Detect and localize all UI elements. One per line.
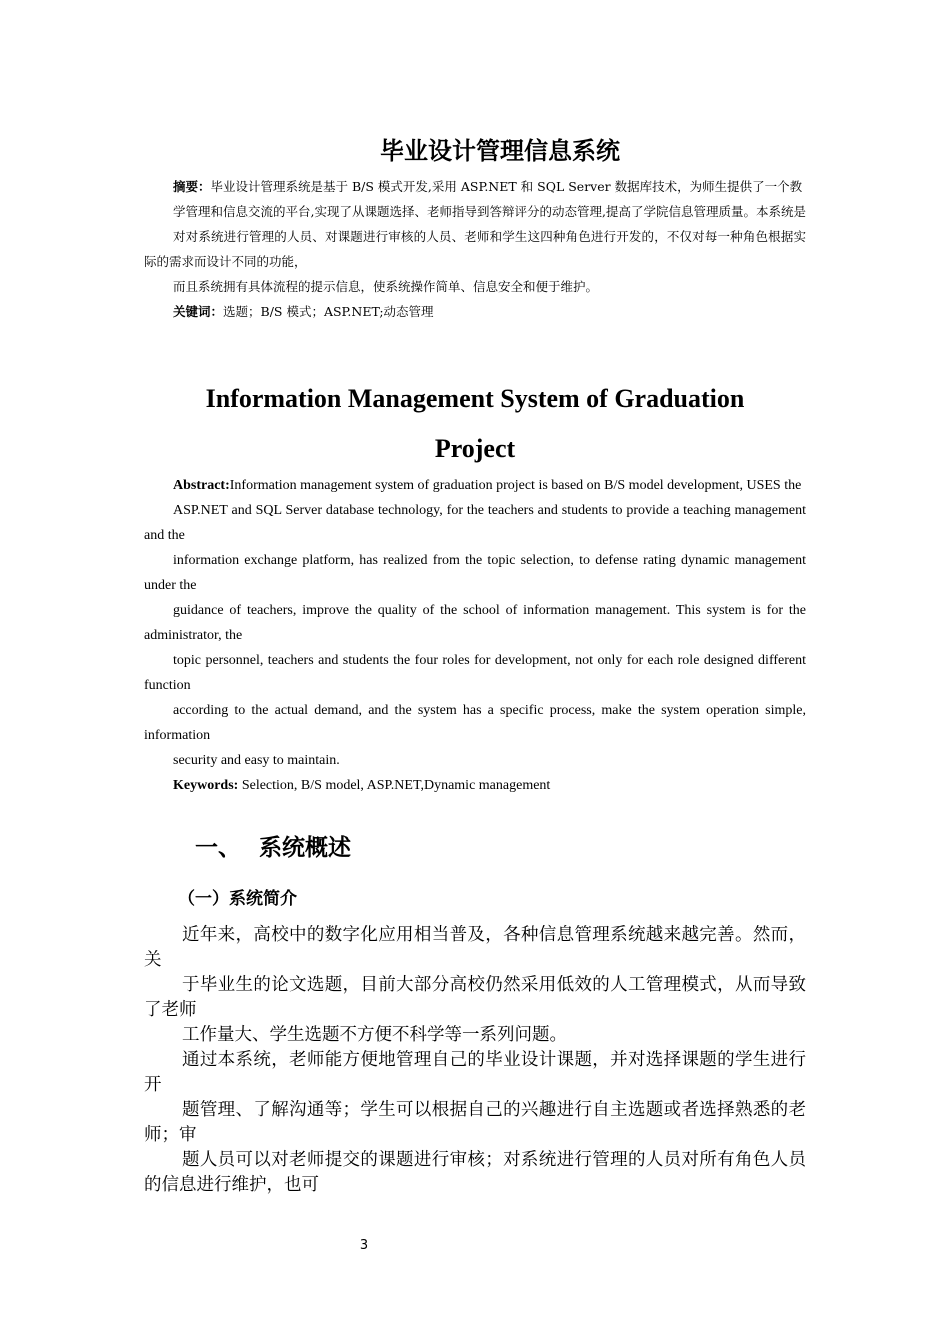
abstract-en-line: Abstract:Information management system of graduation project is based on B/S model development, USES the	[173, 478, 802, 493]
abstract-cn-label: 摘要：	[173, 179, 211, 194]
body-line: 工作量大、学生选题不方便不科学等一系列问题。	[182, 1025, 567, 1045]
section-heading	[195, 830, 351, 866]
english-title-line2: Project	[434, 434, 516, 463]
english-abstract	[144, 473, 806, 798]
abstract-en-line: topic personnel, teachers and students the four roles for development, not only for each role designed different function	[144, 653, 806, 693]
abstract-en-line: according to the actual demand, and the system has a specific process, make the system operation simple, information	[144, 703, 806, 743]
abstract-cn-line: 学管理和信息交流的平台,实现了从课题选择、老师指导到答辩评分的动态管理,提高了学院信息管理质量。本系统是	[173, 204, 806, 219]
chinese-title: 毕业设计管理信息系统	[380, 137, 620, 165]
body-line: 题人员可以对老师提交的课题进行审核；对系统进行管理的人员对所有角色人员的信息进行维护，也可	[144, 1150, 806, 1195]
chinese-abstract	[144, 174, 806, 324]
abstract-cn-line: 而且系统拥有具体流程的提示信息，使系统操作简单、信息安全和便于维护。	[173, 279, 599, 294]
abstract-en-line: ASP.NET and SQL Server database technology, for the teachers and students to provide a teaching management and the	[144, 503, 806, 543]
abstract-en-line: security and easy to maintain.	[173, 753, 340, 768]
subsection-heading: （一）系统简介	[178, 889, 297, 909]
keywords-en-label: Keywords:	[173, 778, 239, 793]
english-title-line1: Information Management System of Graduation	[205, 384, 745, 413]
body-line: 题管理、了解沟通等；学生可以根据自己的兴趣进行自主选题或者选择熟悉的老师；审	[144, 1100, 806, 1145]
section-title: 系统概述	[259, 835, 351, 861]
body-line: 于毕业生的论文选题，目前大部分高校仍然采用低效的人工管理模式，从而导致了老师	[144, 975, 806, 1020]
abstract-en-label: Abstract:	[173, 478, 230, 493]
section-number: 一、	[195, 835, 241, 861]
keywords-en-line	[144, 773, 806, 798]
keywords-cn-text: 选题；B/S 模式；ASP.NET;动态管理	[223, 304, 434, 319]
abstract-cn-line: 摘要：毕业设计管理系统是基于 B/S 模式开发,采用 ASP.NET 和 SQL Server 数据库技术，为师生提供了一个教	[173, 179, 803, 194]
keywords-cn-label: 关键词：	[173, 304, 224, 319]
body-paragraphs	[144, 923, 806, 1198]
page-number: 3	[359, 1238, 369, 1253]
keywords-cn-line	[144, 299, 806, 324]
keywords-en-text: Selection, B/S model, ASP.NET,Dynamic management	[238, 778, 551, 793]
abstract-cn-line: 对对系统进行管理的人员、对课题进行审核的人员、老师和学生这四种角色进行开发的，不仅对每一种角色根据实际的需求而设计不同的功能，	[144, 229, 806, 269]
abstract-en-line: information exchange platform, has realized from the topic selection, to defense rating dynamic management under the	[144, 553, 806, 593]
body-line: 通过本系统，老师能方便地管理自己的毕业设计课题，并对选择课题的学生进行开	[144, 1050, 806, 1095]
abstract-en-line: guidance of teachers, improve the quality of the school of information management. This system is for the administrator, the	[144, 603, 806, 643]
body-line: 近年来，高校中的数字化应用相当普及，各种信息管理系统越来越完善。然而，关	[144, 925, 806, 970]
